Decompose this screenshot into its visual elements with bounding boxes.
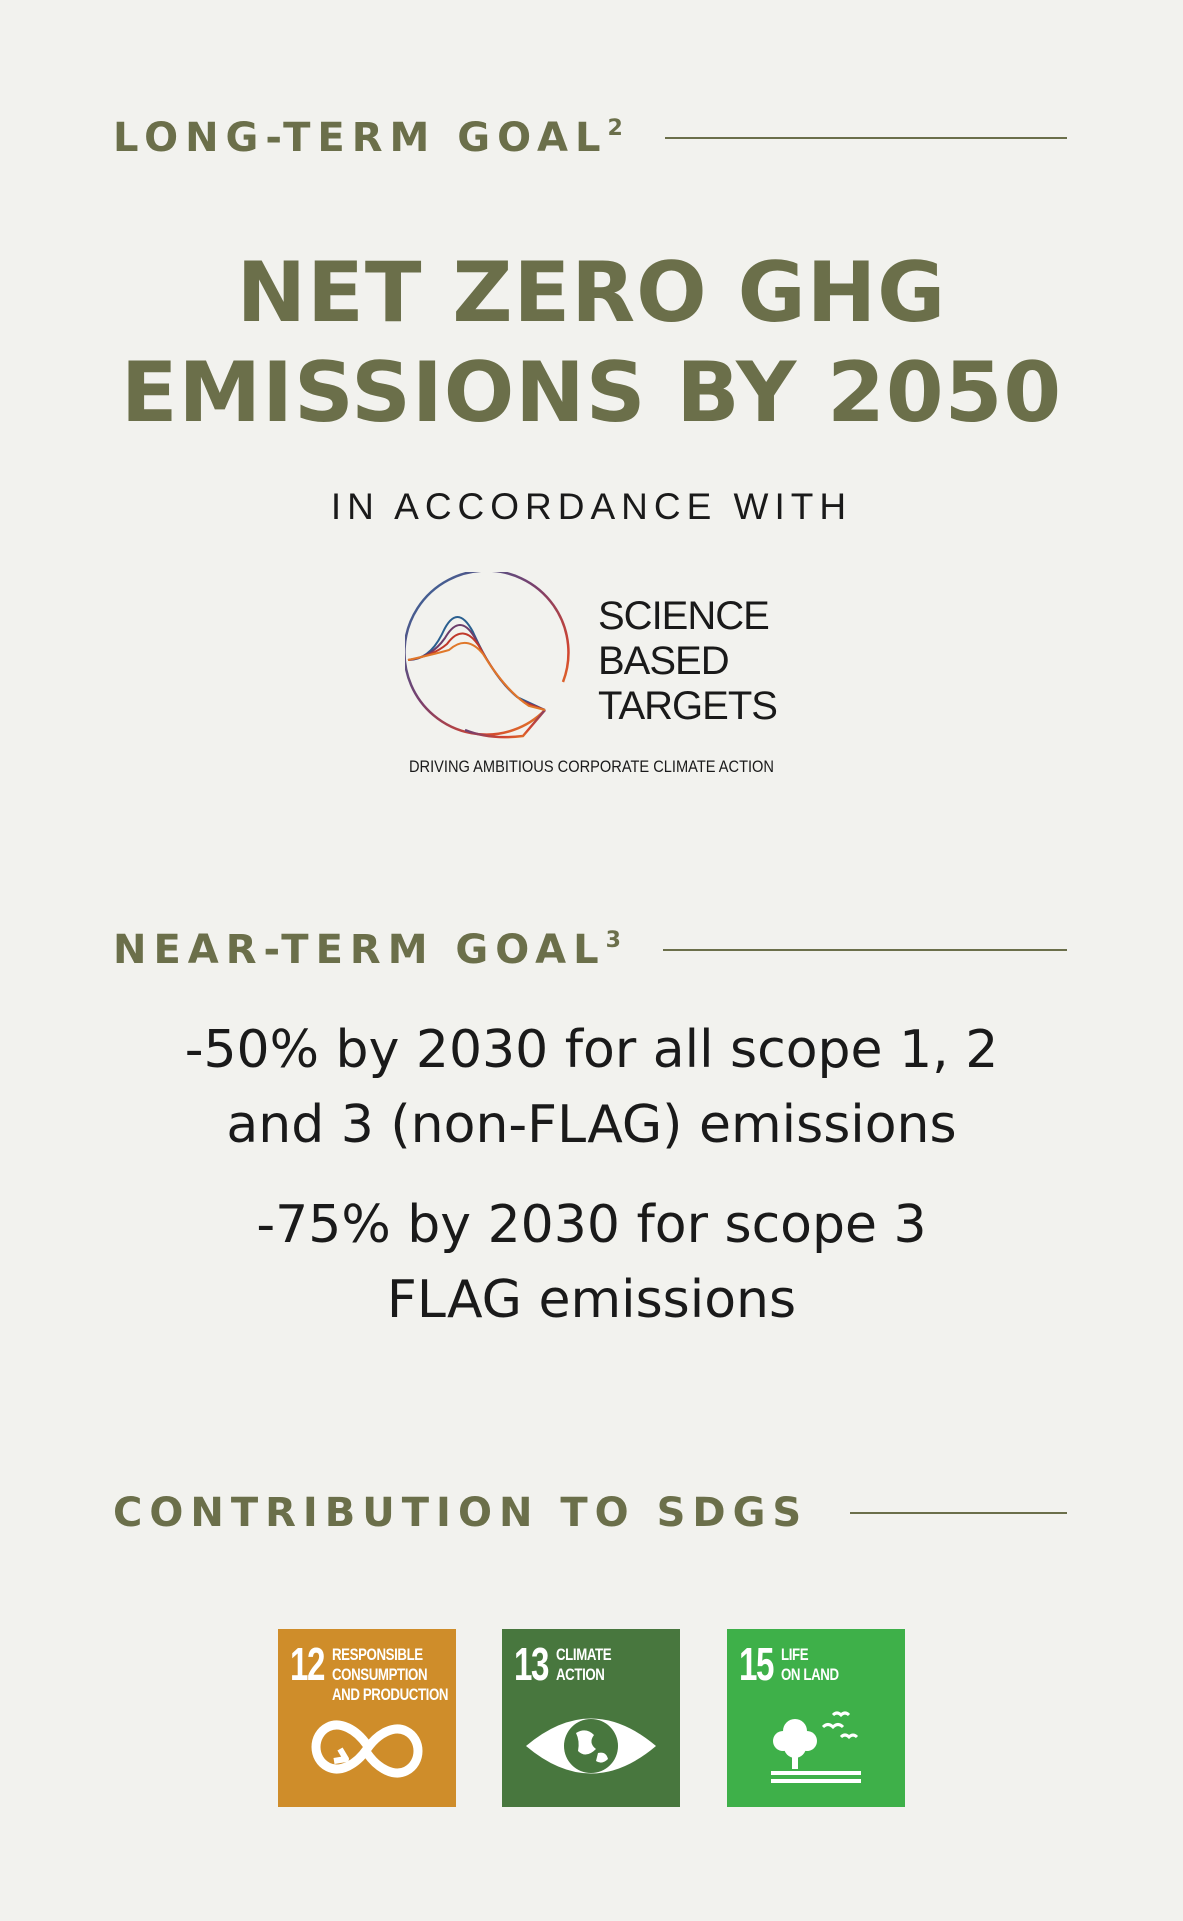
goal-2-line-2: FLAG emissions [386, 1270, 797, 1330]
accordance-text: IN ACCORDANCE WITH [330, 486, 853, 527]
sdgs-header [113, 1490, 1067, 1536]
long-term-goal-header [113, 115, 1067, 161]
footnote-marker: 3 [605, 927, 621, 953]
goal-1-line-2: and 3 (non-FLAG) emissions [226, 1095, 957, 1155]
sbt-tagline: DRIVING AMBITIOUS CORPORATE CLIMATE ACTION [408, 757, 774, 776]
sbt-line-1: SCIENCE [598, 594, 769, 638]
sbt-line-2: BASED [598, 639, 729, 683]
sdgs-title: CONTRIBUTION TO SDGS [113, 1490, 809, 1536]
headline-line-1: NET ZERO GHG [236, 244, 947, 341]
near-term-goal-2 [0, 1188, 1183, 1338]
divider-line [665, 137, 1067, 139]
sdg-number: 13 [514, 1638, 548, 1690]
sdg-label: LIFE ON LAND [781, 1645, 839, 1684]
sbt-line-3: TARGETS [598, 684, 777, 728]
goal-1-line-1: -50% by 2030 for all scope 1, 2 [184, 1020, 999, 1080]
near-term-goal-label: NEAR-TERM GOAL [113, 927, 606, 973]
divider-line [663, 949, 1067, 951]
sbt-logo-icon [405, 572, 575, 742]
sdg-13-tile [502, 1629, 680, 1807]
sdg-12-tile [278, 1629, 456, 1807]
near-term-goal-title [113, 927, 621, 973]
headline-line-2: EMISSIONS BY 2050 [120, 344, 1063, 441]
sdg-number: 12 [290, 1638, 324, 1690]
near-term-goal-1 [0, 1013, 1183, 1163]
footnote-marker: 2 [607, 115, 623, 141]
long-term-goal-title [113, 115, 623, 161]
sdg-number: 15 [739, 1638, 773, 1690]
sdg-label: CLIMATE ACTION [556, 1645, 612, 1684]
divider-line [850, 1512, 1067, 1514]
goal-2-line-1: -75% by 2030 for scope 3 [256, 1195, 927, 1255]
sbt-wordmark [598, 594, 777, 729]
sdg-label: RESPONSIBLE CONSUMPTION AND PRODUCTION [332, 1645, 449, 1704]
long-term-headline [0, 243, 1183, 443]
long-term-goal-label: LONG-TERM GOAL [113, 115, 608, 161]
sdg-15-tile [727, 1629, 905, 1807]
near-term-goal-header [113, 927, 1067, 973]
